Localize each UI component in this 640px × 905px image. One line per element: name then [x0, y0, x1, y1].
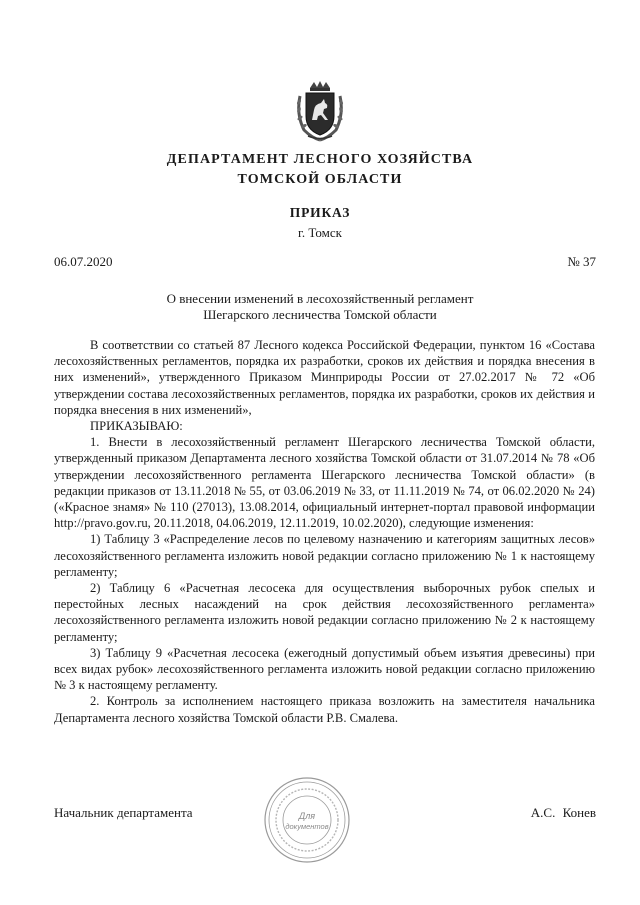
- body-paragraph-order: ПРИКАЗЫВАЮ:: [90, 419, 183, 434]
- body-paragraph-subitem-3: 3) Таблицу 9 «Расчетная лесосека (ежегодный допустимый объем изъятия древесины) при всех видах рубок» лесохозяйственного регламента изложить новой редакции согласно приложению № 3 к настоящему регламенту.: [54, 645, 595, 693]
- signatory-name: А.С. Конев: [530, 805, 596, 820]
- organization-region: ТОМСКОЙ ОБЛАСТИ: [237, 172, 403, 187]
- coat-of-arms-icon: [294, 80, 346, 142]
- subject-line-1: О внесении изменений в лесохозяйственный регламент: [166, 291, 474, 306]
- body-paragraph-subitem-1: 1) Таблицу 3 «Распределение лесов по целевому назначению и категориям защитных лесов» лесохозяйственного регламента изложить новой редакции согласно приложению № 1 к настоящему регламенту;: [54, 532, 595, 579]
- stamp-text-line-2: документов: [285, 822, 329, 831]
- body-paragraph-preamble: В соответствии со статьей 87 Лесного кодекса Российской Федерации, пунктом 16 «Состава лесохозяйственных регламентов, порядка их разработки, сроков их действия и порядка внесения в них изменений», утвержденного Приказом Минприроды России от 27.02.2017 № 72 «Об утверждении состава лесохозяйственных регламентов, порядка их разработки, сроков их действия и порядка внесения в них изменений»,: [54, 338, 595, 417]
- signatory-position: Начальник департамента: [54, 805, 193, 820]
- document-body: [54, 337, 595, 726]
- document-city: г. Томск: [298, 225, 342, 240]
- document-number: № 37: [567, 254, 596, 269]
- document-date: 06.07.2020: [54, 254, 113, 269]
- document-type: ПРИКАЗ: [289, 205, 351, 220]
- body-paragraph-item-1: 1. Внести в лесохозяйственный регламент Шегарского лесничества Томской области, утвержденный приказом Департамента лесного хозяйства Томской области от 31.07.2014 № 78 «Об утверждении лесохозяйственного регламента Шегарского лесничества Томской области» (в редакции приказов от 13.11.2018 № 55, от 03.06.2019 № 33, от 11.11.2019 № 74, от 06.02.2020 № 24) («Красное знамя» № 110 (27013), 13.08.2014, официальный интернет-портал правовой информации http://pravo.gov.ru, 20.11.2018, 04.06.2019, 12.11.2019, 10.02.2020), следующие изменения:: [54, 435, 595, 531]
- subject-line-2: Шегарского лесничества Томской области: [203, 307, 437, 322]
- body-paragraph-item-2: 2. Контроль за исполнением настоящего приказа возложить на заместителя начальника Департамента лесного хозяйства Томской области Р.В. Смалева.: [54, 694, 595, 725]
- stamp-icon: [263, 776, 351, 864]
- body-paragraph-subitem-2: 2) Таблицу 6 «Расчетная лесосека для осуществления выборочных рубок спелых и перестойных лесных насаждений на срок действия лесохозяйственного регламента» лесохозяйственного регламента изложить новой редакции согласно приложению № 2 к настоящему регламенту;: [54, 581, 595, 644]
- organization-name: ДЕПАРТАМЕНТ ЛЕСНОГО ХОЗЯЙСТВА: [166, 152, 474, 167]
- stamp-text-line-1: Для: [298, 811, 316, 821]
